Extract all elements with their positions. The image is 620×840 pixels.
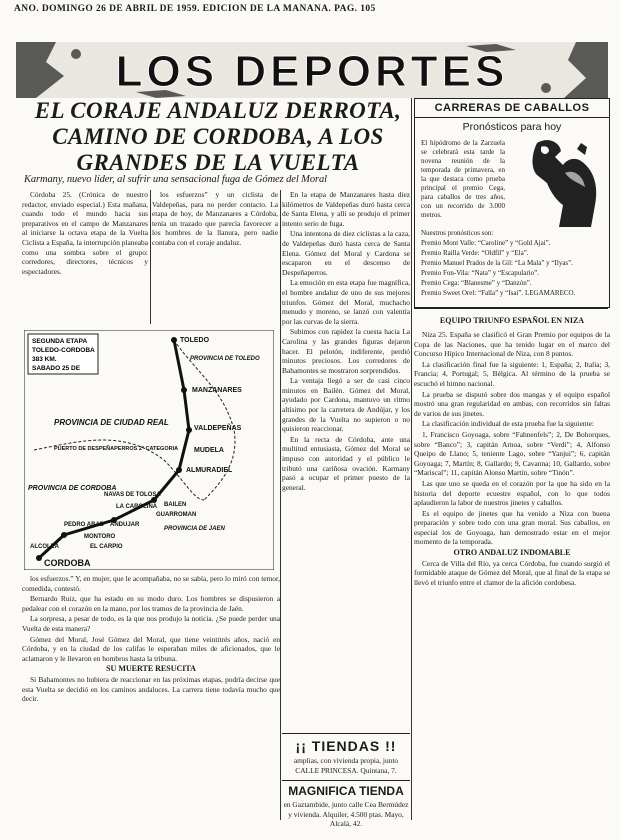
article-paragraph: Es el equipo de jinetes que ha venido a Niza con buena preparación y sobre todo con una gran moral. Sus caballos, en especial los de Goyoaga, han demostrado estar en el mejor momento de la temporada. bbox=[414, 508, 610, 547]
article-paragraph: En la recta de Córdoba, ante una multitud entusiasta, Gómez del Moral se impuso con autoridad y el público le tributó una cariñosa ovación. Karmany pasó a ocupar el primer puesto de la general. bbox=[282, 434, 410, 492]
article-paragraph: Gómez del Moral, José Gómez del Moral, que tiene veintitrés años, nació en Córdoba, y en la ciudad de los califas le esperaban miles de aficionados, que le aclamaron y le llevaron en hombros hasta la tribuna. bbox=[22, 634, 280, 663]
map-label: PEDRO ABAD bbox=[64, 522, 105, 528]
ad-text: amplias, con vivienda propia, junto CALLE PRINCESA. Quintana, 7. bbox=[293, 756, 399, 775]
map-label: LA CAROLINA bbox=[116, 504, 158, 510]
map-label: CORDOBA bbox=[44, 558, 91, 568]
map-label: BAILEN bbox=[164, 502, 187, 508]
map-label: NAVAS DE TOLOSA bbox=[104, 492, 161, 498]
section-banner bbox=[16, 42, 608, 98]
page-header: AÑO. DOMINGO 26 DE ABRIL DE 1959. EDICION DE LA MAÑANA. PAG. 105 bbox=[14, 4, 376, 14]
map-label: ANDUJAR bbox=[110, 522, 140, 528]
map-label: TOLEDO bbox=[180, 337, 210, 344]
map-label: GUARROMAN bbox=[156, 512, 197, 518]
horse-racing-box bbox=[414, 98, 610, 308]
map-label: MONTORO bbox=[84, 534, 116, 540]
banner-art bbox=[16, 42, 608, 98]
ad-title-2: MAGNIFICA TIENDA bbox=[282, 780, 410, 798]
article-paragraph: La clasificación individual de esta prueba fue la siguiente: bbox=[422, 419, 594, 429]
article-paragraph: Una intentona de diez ciclistas a la caza, de Valdepeñas duró hasta cerca de Santa Elena. Gómez del Moral y Cardona se escaparon en el descenso de Despeñaperros. bbox=[282, 229, 410, 277]
map-label: PUERTO DE DESPEÑAPERROS 2ª CATEGORIA bbox=[54, 446, 179, 452]
stage-map bbox=[24, 330, 274, 570]
forecast-item: Premio Manuel Prados de la Gil: “La Mala” y “Ilyas”. bbox=[421, 259, 574, 267]
map-box-line-3: 383 KM. bbox=[32, 356, 57, 363]
map-box-line-1: SEGUNDA ETAPA bbox=[32, 338, 88, 345]
article-heading: EQUIPO TRIUNFO ESPAÑOL EN NIZA bbox=[439, 316, 585, 325]
ad-title: ¡¡ TIENDAS !! bbox=[295, 738, 397, 754]
article-paragraph: los esfuerzos.” Y, en mujer, que le acompañaba, no se sabía, pero lo miró con temor, comedida, contestó. bbox=[22, 574, 280, 593]
map-label: PROVINCIA DE TOLEDO bbox=[190, 356, 260, 362]
box-text: El hipódromo de la Zarzuela se celebrará esta tarde la novena reunión de la temporada de primavera, en la que destaca como prueba principal el premio Cega, para caballos de tres años, con un recorrido de 3.000 metros. bbox=[421, 139, 505, 219]
article-subheading: SU MUERTE RESUCITA bbox=[106, 664, 196, 674]
map-box-line-2: TOLEDO-CORDOBA bbox=[32, 347, 95, 354]
article-paragraph: Niza 25. España se clasificó el Gran Premio por equipos de la Copa de las Naciones, que ha tenido lugar en el marco del Concurso Hípico Internacional de Niza, con 8 puntos. bbox=[414, 330, 610, 359]
forecast-item: Premio Cega: “Blanesme” y “Danzón”. bbox=[421, 279, 532, 287]
article-paragraph: los esfuerzos” y un ciclista de Valdepeñas, para no perder contacto. La etapa de hoy, de Manzanares a Córdoba, tenía un trazado que parecía favorecer a los hombres de la llanura, pero nadie contaba con el coraje andaluz. bbox=[152, 190, 278, 247]
article-column-4 bbox=[414, 314, 610, 820]
article-paragraph: Córdoba 25. (Crónica de nuestro redactor, enviado especial.) Esta mañana, cuando todo el mundo hacia sus preparativos en el campo de Manzanares al iniciarse la octava etapa de la Vuelta Ciclista a España, la interrupción planeaba como una sombra sobre el grupo: corredores, directores, técnicos y espectadores. bbox=[22, 190, 148, 276]
ad-rule bbox=[282, 733, 410, 734]
article-column-1-continued bbox=[22, 574, 280, 820]
article-column-1 bbox=[22, 190, 148, 322]
map-label: PROVINCIA DE CORDOBA bbox=[28, 485, 117, 492]
column-divider bbox=[150, 190, 151, 324]
box-title: CARRERAS DE CABALLOS bbox=[415, 102, 609, 118]
map-label: EL CARPIO bbox=[90, 544, 123, 550]
map-label: PROVINCIA DE JAEN bbox=[164, 526, 225, 532]
subheadline: Karmany, nuevo líder, al sufrir una sensacional fuga de Gómez del Moral bbox=[24, 174, 327, 185]
forecast-item: Premio Mont Valle: “Caroline” y “Gold Ajai”. bbox=[421, 239, 551, 247]
forecast-list bbox=[421, 229, 603, 299]
article-paragraph: En la etapa de Manzanares hasta diez kilómetros de Valdepeñas duró hasta cerca de Santa Elena, y allí se produjo el primer intento serio de fuga. bbox=[282, 190, 410, 228]
article-paragraph: Las que uno se queda en el corazón por la que ha sido en la historia del deporte ecuestre español, con lo que todos aplaudieron la labor de nuestros jinetes y caballos. bbox=[414, 478, 610, 508]
article-paragraph: Si Bahamontes no hubiera de reaccionar en las próximas etapas, podría decirse que esta Vuelta se decidió en los caminos andaluces. La carrera tiene todavía mucho que decir. bbox=[22, 674, 280, 704]
article-paragraph: La emoción en esta etapa fue magnífica, el hombre andaluz de uno de sus mejores triunfos. Gómez del Moral, muchacho menudo y moreno, se lanzó con valentía por las curvas de la sierra. bbox=[282, 278, 410, 326]
classified-ad bbox=[282, 736, 410, 832]
article-column-2 bbox=[152, 190, 278, 322]
forecast-intro: Nuestros pronósticos son: bbox=[421, 229, 494, 237]
article-subheading: OTRO ANDALUZ INDOMABLE bbox=[453, 548, 571, 558]
article-paragraph: Subimos con rapidez la cuesta hacia La Carolina y las grandes figuras dejaron hacer. El pelotón, indiferente, perdió minutos preciosos. Los corredores de Bahamontes se mostraron sorprendidos. bbox=[282, 327, 410, 375]
horse-jockey-illustration bbox=[507, 135, 605, 227]
stage-map-drawing bbox=[24, 330, 274, 570]
forecast-item: Premio Railla Verde: “Oldfil” y “Ela”. bbox=[421, 249, 529, 257]
article-paragraph: Bernardo Ruiz, que ha estado en su modo duro. Los hombres se dispusieron a pedalear con el corazón en la mano, por los tramos de la provincia de Jaén. bbox=[22, 594, 280, 613]
column-divider bbox=[280, 190, 281, 820]
forecast-item: Premio Sweet Orel: “Falla” y “Isai”. LEGAMARECO. bbox=[421, 289, 576, 297]
map-label: PROVINCIA DE CIUDAD REAL bbox=[54, 418, 169, 427]
ad-text-2: en Gaztambide, junto calle Cea Bermúdez y vivienda. Alquiler, 4.500 ptas. Mayo, Alcalá, 42. bbox=[283, 800, 409, 828]
map-label: ALCOLEA bbox=[30, 544, 59, 550]
article-paragraph: La prueba se disputó sobre dos mangas y el equipo español mostró una gran regularidad en ambas, con recorridos sin faltas de varios de sus jinetes. bbox=[414, 389, 610, 418]
banner-title: LOS DEPORTES bbox=[115, 47, 509, 96]
article-paragraph: La ventaja llegó a ser de casi cinco minutos en Bailén. Gómez del Moral, ayudado por Cardona, mantuvo un ritmo altísimo por la carretera de Andújar, y los grandes de la Vuelta no supieron o no quisieron reaccionar. bbox=[282, 376, 410, 434]
horse-icon bbox=[507, 135, 605, 227]
map-label: ALMURADIEL bbox=[186, 467, 233, 474]
column-divider bbox=[411, 98, 412, 820]
article-paragraph: 1, Francisco Goyoaga, sobre “Fahnenfels”; 2, De Bohorques, sobre “Banco”; 3, capitán Arnoa, sobre “Verdi”; 4, Alfonso Queipo de Llano; 5, teniente Lago, sobre “Yanjui”; 6, capitán Goyoaga; 7, Martín; 8, Gallardo; 9, Cavanna; 10, Gallardo, sobre “Mariscal”; 11, capitán Alonso Martín, sobre “Tinón”. bbox=[414, 429, 610, 478]
map-label: VALDEPEÑAS bbox=[194, 425, 242, 432]
map-box-line-4: SABADO 25 DE bbox=[32, 365, 81, 372]
article-paragraph: Cerca de Villa del Río, ya cerca Córdoba, fue cuando surgió el formidable ataque de Gómez del Moral, que al final de la etapa se llevó el triunfo entre el clamor de la afición cordobesa. bbox=[414, 558, 610, 587]
main-headline: EL CORAJE ANDALUZ DERROTA, CAMINO DE CORDOBA, A LOS GRANDES DE LA VUELTA bbox=[34, 98, 402, 175]
box-subtitle: Pronósticos para hoy bbox=[462, 121, 562, 133]
article-paragraph: La clasificación final fue la siguiente: 1, España; 2, Italia; 3, Francia; 4, Portugal; 5, Bélgica. Al término de la prueba se escuchó el himno nacional. bbox=[414, 359, 610, 388]
section-rule bbox=[414, 308, 608, 309]
article-paragraph: La sorpresa, a pesar de todo, es la que nos produjo la noticia. ¿Se puede perder una Vuelta de esta manera? bbox=[22, 614, 280, 633]
forecast-item: Premio Fon-Vila: “Nata” y “Escapulario”. bbox=[421, 269, 539, 277]
map-label: MANZANARES bbox=[192, 387, 242, 394]
map-label: MUDELA bbox=[194, 447, 224, 454]
article-column-3 bbox=[282, 190, 410, 820]
